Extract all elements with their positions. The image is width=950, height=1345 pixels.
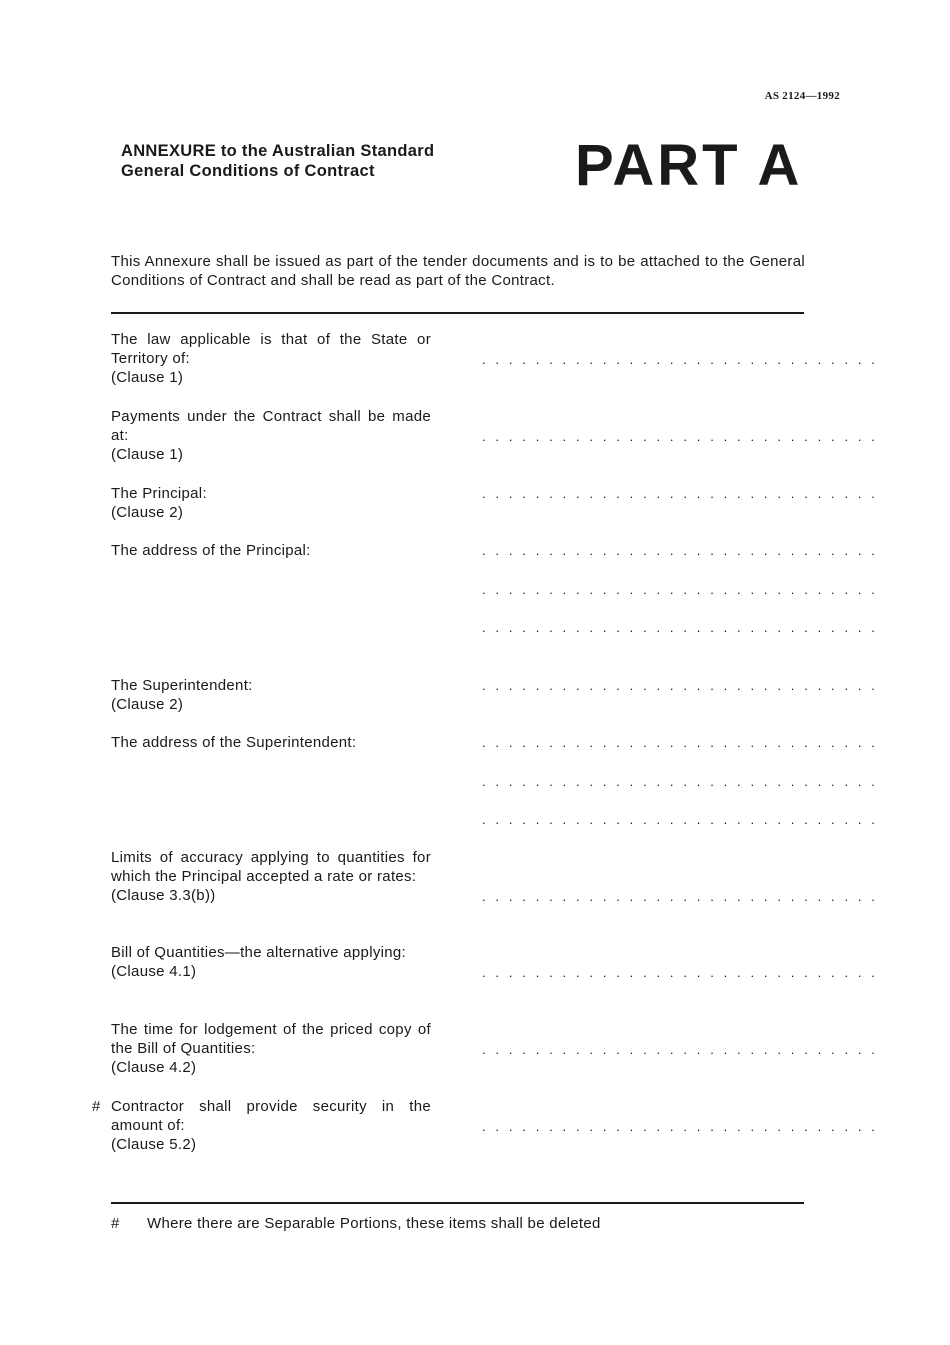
item-clause: (Clause 3.3(b)) — [111, 887, 216, 904]
item-lodgement-time — [111, 1020, 431, 1077]
footnote — [111, 1214, 601, 1233]
security-amount-field[interactable]: . . . . . . . . . . . . . . . . . . . . . . . . . . . . . . — [482, 1119, 878, 1134]
principal-address-field-1[interactable]: . . . . . . . . . . . . . . . . . . . . . . . . . . . . . . — [482, 543, 878, 558]
footnote-marker: # — [111, 1215, 120, 1232]
superintendent-field[interactable]: . . . . . . . . . . . . . . . . . . . . . . . . . . . . . . — [482, 678, 878, 693]
item-payments-location — [111, 407, 431, 464]
payments-location-field[interactable]: . . . . . . . . . . . . . . . . . . . . . . . . . . . . . . — [482, 429, 878, 444]
superintendent-address-field-3[interactable]: . . . . . . . . . . . . . . . . . . . . . . . . . . . . . . — [482, 812, 878, 827]
item-label: Limits of accuracy applying to quantities for which the Principal accepted a rate or rates: — [111, 849, 431, 885]
item-superintendent-address — [111, 733, 431, 752]
separable-portion-marker: # — [92, 1098, 101, 1115]
item-label: Payments under the Contract shall be made at: — [111, 408, 431, 444]
item-label: The law applicable is that of the State or Territory of: — [111, 331, 431, 367]
item-security-amount — [92, 1097, 431, 1154]
item-label: The address of the Superintendent: — [111, 734, 357, 751]
principal-address-field-3[interactable]: . . . . . . . . . . . . . . . . . . . . . . . . . . . . . . — [482, 620, 878, 635]
item-superintendent — [111, 676, 431, 714]
item-label: Contractor shall provide security in the amount of: — [111, 1098, 431, 1134]
item-clause: (Clause 5.2) — [111, 1136, 197, 1153]
item-accuracy-limits — [111, 848, 431, 905]
item-principal — [111, 484, 431, 522]
annexure-title — [121, 141, 434, 181]
item-clause: (Clause 2) — [111, 696, 184, 713]
item-clause: (Clause 4.1) — [111, 963, 197, 980]
accuracy-limits-field[interactable]: . . . . . . . . . . . . . . . . . . . . . . . . . . . . . . — [482, 889, 878, 904]
item-clause: (Clause 1) — [111, 446, 184, 463]
item-label: The Superintendent: — [111, 677, 253, 694]
annexure-title-line-1: ANNEXURE to the Australian Standard — [121, 142, 435, 160]
item-clause: (Clause 4.2) — [111, 1059, 197, 1076]
item-label: Bill of Quantities—the alternative applying: — [111, 944, 407, 961]
item-label: The address of the Principal: — [111, 542, 311, 559]
governing-law-field[interactable]: . . . . . . . . . . . . . . . . . . . . . . . . . . . . . . — [482, 352, 878, 367]
item-label: The Principal: — [111, 485, 207, 502]
intro-paragraph: This Annexure shall be issued as part of the tender documents and is to be attached to the General Conditions of Contract and shall be read as part of the Contract. — [111, 253, 805, 289]
bill-of-quantities-field[interactable]: . . . . . . . . . . . . . . . . . . . . . . . . . . . . . . — [482, 965, 878, 980]
item-label: The time for lodgement of the priced copy of the Bill of Quantities: — [111, 1021, 431, 1057]
item-clause: (Clause 2) — [111, 504, 184, 521]
top-divider — [111, 312, 804, 314]
item-principal-address — [111, 541, 431, 560]
superintendent-address-field-2[interactable]: . . . . . . . . . . . . . . . . . . . . . . . . . . . . . . — [482, 774, 878, 789]
superintendent-address-field-1[interactable]: . . . . . . . . . . . . . . . . . . . . . . . . . . . . . . — [482, 735, 878, 750]
bottom-divider — [111, 1202, 804, 1204]
part-heading: PART A — [575, 133, 803, 198]
item-bill-of-quantities — [111, 943, 431, 981]
lodgement-time-field[interactable]: . . . . . . . . . . . . . . . . . . . . . . . . . . . . . . — [482, 1042, 878, 1057]
annexure-title-line-2: General Conditions of Contract — [121, 162, 375, 180]
standard-reference: AS 2124—1992 — [764, 90, 840, 102]
principal-field[interactable]: . . . . . . . . . . . . . . . . . . . . . . . . . . . . . . — [482, 486, 878, 501]
principal-address-field-2[interactable]: . . . . . . . . . . . . . . . . . . . . . . . . . . . . . . — [482, 582, 878, 597]
item-clause: (Clause 1) — [111, 369, 184, 386]
item-governing-law — [111, 330, 431, 387]
footnote-text: Where there are Separable Portions, these items shall be deleted — [147, 1215, 601, 1232]
